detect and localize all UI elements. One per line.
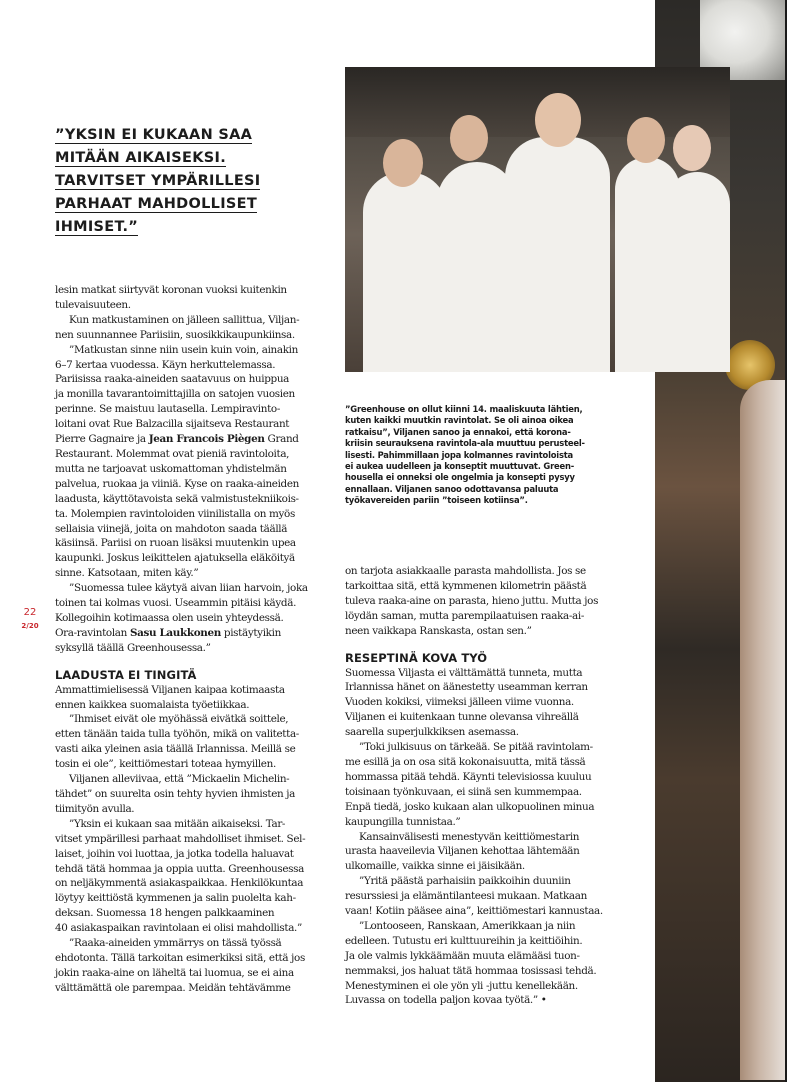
text-line: sellaisia viinejä, joita on mahdoton saada täällä: [55, 522, 288, 535]
pull-quote-line: PARHAAT MAHDOLLISET: [55, 196, 258, 212]
caption-line: kuten kaikki muutkin ravintolat. Se oli ainoa oikea: [345, 415, 574, 426]
text-line: jokin raaka-aine on läheltä tai luomua, se ei aina: [55, 966, 294, 979]
photo-person-3: [505, 137, 610, 372]
text-line: Restaurant. Molemmat ovat pieniä ravintoloita,: [55, 447, 290, 460]
text-line: Irlannissa hänet on äänestetty useamman kerran: [345, 681, 588, 694]
text-line: ta. Molempien ravintoloiden viinilistalla on myös: [55, 507, 295, 520]
text-line: ”Suomessa tulee käytyä aivan liian harvoin, joka: [69, 582, 308, 595]
photo-head-4: [627, 117, 665, 163]
pull-quote-line: TARVITSET YMPÄRILLESI: [55, 173, 261, 189]
text-line: resurssiesi ja elämäntilanteesi mukaan. Matkaan: [345, 890, 587, 903]
text-run: pistäytyikin: [220, 626, 281, 639]
photo-caption: [345, 404, 630, 507]
text-line: ”Lontooseen, Ranskaan, Amerikkaan ja niin: [359, 919, 576, 932]
caption-line: ratkaisu”, Viljanen sanoo ja ennakoi, että korona-: [345, 426, 571, 437]
article-column-1: [55, 283, 330, 996]
text-line: Luvassa on todella paljon kovaa työtä.” •: [345, 994, 547, 1007]
page-number: 22: [23, 607, 37, 618]
text-line: palvelua, ruokaa ja viiniä. Kyse on raaka-aineiden: [55, 477, 299, 490]
text-line: kaupunki. Joskus leikittelen ajatuksella eläköityä: [55, 552, 295, 565]
text-line: vasti aika yleinen asia täällä Irlannissa. Meillä se: [55, 743, 296, 756]
text-line: ulkomaille, vaikka sinne ei jäisikään.: [345, 860, 525, 873]
text-run: Ora-ravintolan: [55, 626, 127, 639]
text-line: edelleen. Tutustu eri kulttuureihin ja keittiöihin.: [345, 934, 583, 947]
photo-person-5: [665, 172, 730, 372]
kitchen-staff-photo: [345, 67, 730, 372]
text-line: Suomessa Viljasta ei välttämättä tunneta, mutta: [345, 666, 583, 679]
text-line: ehdotonta. Tällä tarkoitan esimerkiksi sitä, että jos: [55, 951, 305, 964]
text-line: urasta haaveilevia Viljanen kehottaa lähtemään: [345, 845, 580, 858]
caption-line: kriisin seurauksena ravintola-ala muuttuu perusteel-: [345, 438, 585, 449]
text-line: tiimityön avulla.: [55, 802, 135, 815]
text-line: 6–7 kertaa vuodessa. Käyn herkuttelemassa.: [55, 358, 276, 371]
text-line: [55, 432, 330, 447]
text-line: laadusta, käyttötavoista sekä valmistustekniikois-: [55, 492, 299, 505]
text-line: Ammattimielisessä Viljanen kaipaa kotimaasta: [55, 683, 285, 696]
page-number-block: [20, 606, 40, 632]
text-line: vitset ympärillesi parhaat mahdolliset ihmiset. Sel-: [55, 832, 306, 845]
text-line: nen suunnannee Pariisiin, suosikkikaupunkiinsa.: [55, 328, 295, 341]
text-line: Vuoden kokiksi, viimeksi jälleen viime vuonna.: [345, 696, 574, 709]
name-bold: Jean Francois Piègen: [148, 433, 265, 446]
text-line: käsiinsä. Pariisi on ruoan lisäksi muutenkin upea: [55, 537, 296, 550]
text-line: tuleva raaka-aine on parasta, hieno juttu. Mutta jos: [345, 594, 599, 607]
text-line: [55, 626, 330, 641]
pull-quote: [55, 124, 315, 239]
chef-figure-image: [740, 380, 787, 1080]
text-line: kaupungilla tunnistaa.”: [345, 815, 461, 828]
text-line: lesin matkat siirtyvät koronan vuoksi kuitenkin: [55, 284, 287, 296]
text-line: Kansainvälisesti menestyvän keittiömestarin: [359, 830, 580, 843]
text-line: tarkoittaa sitä, että kymmenen kilometrin päästä: [345, 579, 587, 592]
pull-quote-line: IHMISET.”: [55, 219, 139, 235]
text-line: Kun matkustaminen on jälleen sallittua, Viljan-: [69, 313, 300, 326]
text-line: ”Matkustan sinne niin usein kuin voin, ainakin: [69, 343, 298, 356]
text-line: Viljanen alleviivaa, että ”Mickaelin Michelin-: [69, 773, 290, 786]
section-heading: RESEPTINÄ KOVA TYÖ: [345, 650, 488, 665]
text-line: Enpä tiedä, josko kukaan alan ulkopuolinen minua: [345, 800, 595, 813]
issue-number: 2/20: [21, 622, 39, 630]
caption-line: työkavereiden pariin ”toiseen kotiinsa”.: [345, 495, 528, 506]
text-line: välttämättä ole parempaa. Meidän tehtävämme: [55, 981, 291, 994]
text-line: Pariisissa raaka-aineiden saatavuus on huippua: [55, 373, 290, 386]
text-line: 40 asiakaspaikan ravintolaan ei olisi mahdollista.”: [55, 922, 302, 935]
text-line: on tarjota asiakkaalle parasta mahdollista. Jos se: [345, 565, 586, 577]
text-line: Kollegoihin kotimaassa olen usein yhteydessä.: [55, 611, 284, 624]
caption-line: ennallaan. Viljanen sanoo odottavansa paluuta: [345, 483, 559, 494]
text-line: tähdet” on suurelta osin tehty hyvien ihmisten ja: [55, 788, 296, 800]
text-line: tosin ei ole”, keittiömestari toteaa hymyillen.: [55, 758, 276, 771]
text-line: sinne. Katsotaan, miten käy.”: [55, 567, 199, 580]
text-line: loitani ovat Rue Balzacilla sijaitseva Restaurant: [55, 418, 290, 431]
photo-head-3: [535, 93, 581, 147]
text-line: deksan. Suomessa 18 hengen palkkaaminen: [55, 907, 275, 920]
text-run: Grand: [264, 433, 299, 446]
text-line: ”Yritä päästä parhaisiin paikkoihin duuniin: [359, 875, 571, 888]
caption-line: ei aukea uudelleen ja konseptit muuttuvat. Green-: [345, 461, 575, 472]
text-line: syksyllä täällä Greenhousessa.”: [55, 641, 211, 654]
text-line: Ja ole valmis lykkäämään muuta elämääsi tuon-: [345, 949, 580, 962]
text-line: mutta ne tarjoavat uskomattoman yhdistelmän: [55, 462, 287, 475]
text-line: Viljanen ei kuitenkaan tunne olevansa vihreällä: [345, 711, 579, 724]
text-line: ”Ihmiset eivät ole myöhässä eivätkä soittele,: [69, 713, 289, 726]
photo-person-1: [363, 172, 448, 372]
text-line: toisinaan työnkuvaan, ei siinä sen kummempaa.: [345, 785, 582, 798]
caption-line: ”Greenhouse on ollut kiinni 14. maaliskuuta lähtien,: [345, 404, 583, 414]
caption-line: lisesti. Pahimmillaan jopa kolmannes ravintoloista: [345, 449, 574, 460]
text-line: etten tänään taida tulla työhön, mikä on valitetta-: [55, 728, 299, 741]
caption-line: housella ei onneksi ole ongelmia ja konsepti pysyy: [345, 472, 575, 483]
photo-head-5: [673, 125, 711, 171]
text-line: löydän saman, mutta parempilaatuisen raaka-ai-: [345, 609, 585, 622]
text-line: hommassa pitää tehdä. Käynti televisiossa kuuluu: [345, 770, 592, 783]
text-line: tulevaisuuteen.: [55, 298, 131, 311]
text-line: me esillä ja on osa sitä kokonaisuutta, mitä tässä: [345, 755, 586, 768]
photo-head-2: [450, 115, 488, 161]
photo-head-1: [383, 139, 423, 187]
text-line: on neljäkymmentä asiakaspaikkaa. Henkilökuntaa: [55, 877, 304, 890]
text-line: saarella superjulkkiksen asemassa.: [345, 726, 519, 739]
text-line: neen vaikkapa Ranskasta, ostan sen.”: [345, 624, 532, 637]
text-line: ja monilla tavarantoimittajilla on satojen vuosien: [55, 388, 295, 401]
pull-quote-line: ”YKSIN EI KUKAAN SAA: [55, 127, 253, 143]
text-line: laiset, joihin voi luottaa, ja jotka todella haluavat: [55, 847, 294, 860]
section-heading: LAADUSTA EI TINGITÄ: [55, 667, 197, 682]
text-line: tehdä tätä hommaa ja oppia uutta. Greenhousessa: [55, 862, 304, 875]
text-line: ”Yksin ei kukaan saa mitään aikaiseksi. Tar-: [69, 817, 286, 830]
text-line: ennen kaikkea suomalaista työetiikkaa.: [55, 698, 250, 711]
text-line: ”Toki julkisuus on tärkeää. Se pitää ravintolam-: [359, 741, 593, 754]
text-line: nemmaksi, jos haluat tätä hommaa tosissasi tehdä.: [345, 964, 597, 977]
text-run: Pierre Gagnaire ja: [55, 433, 146, 446]
text-line: Menestyminen ei ole yön yli -juttu kenellekään.: [345, 979, 578, 992]
text-line: vaan! Kotiin pääsee aina”, keittiömestari kannustaa.: [345, 905, 603, 918]
text-line: löytyy keittiöstä kymmenen ja salin puolelta kah-: [55, 892, 296, 905]
text-line: toinen tai kolmas vuosi. Useammin pitäisi käydä.: [55, 597, 297, 610]
text-line: perinne. Se maistuu lautasella. Lempiravinto-: [55, 403, 280, 416]
article-column-2: [345, 564, 625, 1008]
text-line: ”Raaka-aineiden ymmärrys on tässä työssä: [69, 937, 282, 950]
name-bold: Sasu Laukkonen: [129, 626, 221, 639]
pull-quote-line: MITÄÄN AIKAISEKSI.: [55, 150, 227, 166]
